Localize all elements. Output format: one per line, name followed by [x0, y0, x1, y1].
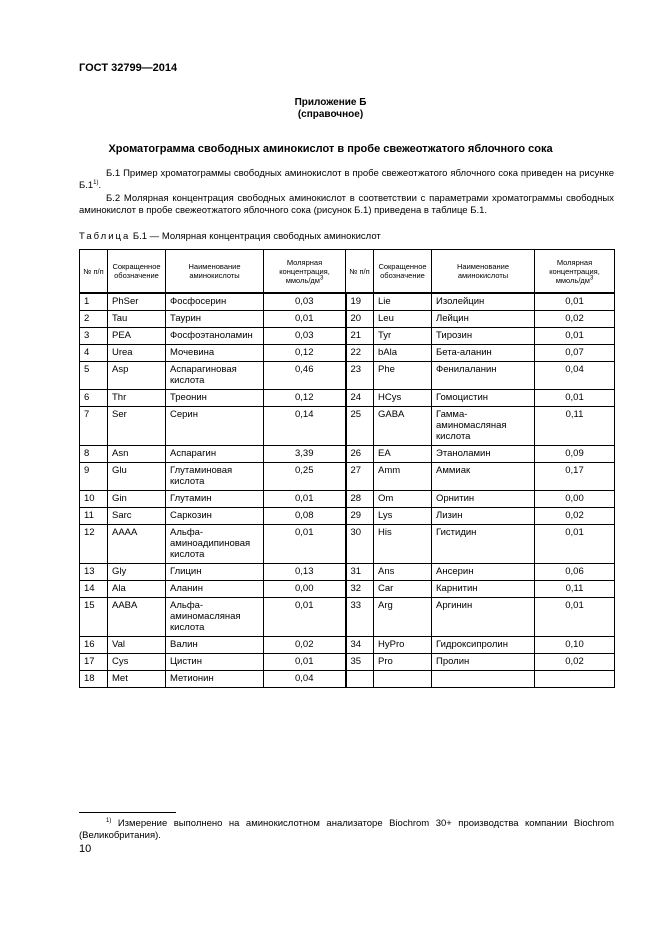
cell-name: Цистин — [166, 654, 264, 671]
table-row — [80, 446, 615, 463]
cell-abbr: Gly — [108, 564, 166, 581]
cell-abbr: HCys — [374, 390, 432, 407]
cell-name: Изолейцин — [432, 293, 535, 311]
cell-abbr: Tau — [108, 311, 166, 328]
page-number: 10 — [79, 843, 92, 855]
cell-num: 30 — [346, 525, 374, 564]
cell-name: Серин — [166, 407, 264, 446]
cell-conc: 0,03 — [264, 328, 346, 345]
cell-abbr: Glu — [108, 463, 166, 491]
cell-num: 13 — [80, 564, 108, 581]
table-row — [80, 407, 615, 446]
cell-name: Этаноламин — [432, 446, 535, 463]
table-row — [80, 293, 615, 311]
header-abbr-2: Сокращенное обозначение — [374, 250, 432, 294]
annex-title: Хроматограмма свободных аминокислот в пробе свежеотжатого яблочного сока — [108, 143, 553, 155]
cell-conc: 0,09 — [535, 446, 615, 463]
table-row — [80, 508, 615, 525]
cell-num: 28 — [346, 491, 374, 508]
cell-num: 18 — [80, 671, 108, 688]
cell-abbr: His — [374, 525, 432, 564]
cell-name: Тирозин — [432, 328, 535, 345]
cell-abbr: Phe — [374, 362, 432, 390]
cell-conc — [535, 671, 615, 688]
cell-num: 29 — [346, 508, 374, 525]
cell-num: 14 — [80, 581, 108, 598]
cell-name: Фосфоэтаноламин — [166, 328, 264, 345]
cell-name: Гамма-аминомасляная кислота — [432, 407, 535, 446]
header-conc: Молярная концентрация, ммоль/$дм^3$ — [264, 250, 346, 294]
cell-conc: 0,17 — [535, 463, 615, 491]
paragraph-b1-text: Б.1 Пример хроматограммы свободных аминокислот в пробе свежеотжатого яблочного сока приведен на рисунке Б.1 — [79, 168, 614, 191]
cell-name — [432, 671, 535, 688]
cell-conc: 0,01 — [264, 491, 346, 508]
cell-name: Глутамин — [166, 491, 264, 508]
table-row — [80, 654, 615, 671]
table-row — [80, 345, 615, 362]
cell-abbr: Val — [108, 637, 166, 654]
cell-abbr: Asn — [108, 446, 166, 463]
cell-name: Аланин — [166, 581, 264, 598]
cell-conc: 0,02 — [264, 637, 346, 654]
cell-num: 1 — [80, 293, 108, 311]
cell-num: 32 — [346, 581, 374, 598]
standard-number: ГОСТ 32799—2014 — [79, 62, 178, 74]
cell-abbr: AABA — [108, 598, 166, 637]
cell-num: 34 — [346, 637, 374, 654]
table-row — [80, 564, 615, 581]
cell-name: Ансерин — [432, 564, 535, 581]
cell-num: 24 — [346, 390, 374, 407]
cell-num: 20 — [346, 311, 374, 328]
cell-conc: 0,01 — [264, 654, 346, 671]
cell-abbr: Lys — [374, 508, 432, 525]
cell-name: Мочевина — [166, 345, 264, 362]
cell-num: 3 — [80, 328, 108, 345]
cell-abbr: Sarc — [108, 508, 166, 525]
cell-abbr: Pro — [374, 654, 432, 671]
cell-conc: 0,02 — [535, 654, 615, 671]
cell-abbr: Urea — [108, 345, 166, 362]
cell-name: Гидроксипролин — [432, 637, 535, 654]
footnote-separator — [79, 812, 176, 813]
cell-abbr: Ala — [108, 581, 166, 598]
cell-name: Метионин — [166, 671, 264, 688]
cell-conc: 0,04 — [535, 362, 615, 390]
cell-conc: 0,25 — [264, 463, 346, 491]
cell-abbr: EA — [374, 446, 432, 463]
table-caption — [79, 231, 381, 242]
cell-conc: 0,01 — [264, 598, 346, 637]
cell-name: Аспарагин — [166, 446, 264, 463]
cell-conc: 0,01 — [535, 390, 615, 407]
cell-abbr: AAAA — [108, 525, 166, 564]
cell-num — [346, 671, 374, 688]
paragraph-b1-end: . — [98, 179, 102, 191]
cell-abbr: Met — [108, 671, 166, 688]
cell-conc: 0,01 — [535, 525, 615, 564]
cell-conc: 0,01 — [535, 598, 615, 637]
cell-abbr: bAla — [374, 345, 432, 362]
cell-num: 5 — [80, 362, 108, 390]
table-row — [80, 671, 615, 688]
cell-conc: 0,12 — [264, 390, 346, 407]
cell-num: 2 — [80, 311, 108, 328]
cell-name: Альфа-аминомасляная кислота — [166, 598, 264, 637]
cell-conc: 0,00 — [264, 581, 346, 598]
cell-num: 31 — [346, 564, 374, 581]
cell-abbr: GABA — [374, 407, 432, 446]
header-conc-2: Молярная концентрация, ммоль/$дм^3$ — [535, 250, 615, 294]
cell-num: 6 — [80, 390, 108, 407]
cell-abbr — [374, 671, 432, 688]
table-row — [80, 362, 615, 390]
cell-name: Треонин — [166, 390, 264, 407]
annex-label: Приложение Б — [294, 97, 367, 108]
cell-abbr: Car — [374, 581, 432, 598]
cell-name: Аспарагиновая кислота — [166, 362, 264, 390]
table-header-row — [80, 250, 615, 294]
cell-conc: 0,01 — [264, 525, 346, 564]
cell-abbr: Ser — [108, 407, 166, 446]
cell-conc: 0,46 — [264, 362, 346, 390]
paragraph-b1 — [79, 168, 614, 191]
cell-name: Аргинин — [432, 598, 535, 637]
cell-num: 15 — [80, 598, 108, 637]
cell-num: 26 — [346, 446, 374, 463]
cell-name: Карнитин — [432, 581, 535, 598]
cell-conc: 0,03 — [264, 293, 346, 311]
cell-name: Альфа-аминоадипиновая кислота — [166, 525, 264, 564]
paragraph-b2-text: Б.2 Молярная концентрация свободных аминокислот в соответствии с параметрами хроматограммы свободных аминокислот в пробе свежеотжатого яблочного сока (рисунок Б.1) приведена в таблице Б.1. — [79, 193, 614, 216]
header-name-2: Наименование аминокислоты — [432, 250, 535, 294]
cell-conc: 0,08 — [264, 508, 346, 525]
table-row — [80, 525, 615, 564]
cell-num: 19 — [346, 293, 374, 311]
cell-abbr: Asp — [108, 362, 166, 390]
cell-name: Фенилаланин — [432, 362, 535, 390]
footnote-mark: 1) — [106, 817, 112, 824]
cell-abbr: Leu — [374, 311, 432, 328]
cell-name: Лейцин — [432, 311, 535, 328]
cell-name: Фосфосерин — [166, 293, 264, 311]
cell-conc: 0,07 — [535, 345, 615, 362]
cell-num: 17 — [80, 654, 108, 671]
footnote-ref: 1) — [93, 179, 99, 186]
cell-abbr: PEA — [108, 328, 166, 345]
table-row — [80, 637, 615, 654]
cell-num: 23 — [346, 362, 374, 390]
cell-conc: 0,00 — [535, 491, 615, 508]
cell-name: Бета-аланин — [432, 345, 535, 362]
cell-name: Глицин — [166, 564, 264, 581]
cell-name: Орнитин — [432, 491, 535, 508]
cell-name: Саркозин — [166, 508, 264, 525]
cell-conc: 3,39 — [264, 446, 346, 463]
cell-conc: 0,02 — [535, 311, 615, 328]
header-num-2: № п/п — [346, 250, 374, 294]
footnote — [79, 818, 614, 842]
cell-name: Гистидин — [432, 525, 535, 564]
table-caption-text: Б.1 — Молярная концентрация свободных аминокислот — [132, 231, 381, 242]
cell-conc: 0,04 — [264, 671, 346, 688]
cell-num: 16 — [80, 637, 108, 654]
cell-num: 4 — [80, 345, 108, 362]
cell-name: Гомоцистин — [432, 390, 535, 407]
table-row — [80, 311, 615, 328]
header-name: Наименование аминокислоты — [166, 250, 264, 294]
paragraph-b2 — [79, 193, 614, 216]
cell-name: Глутаминовая кислота — [166, 463, 264, 491]
cell-abbr: Lie — [374, 293, 432, 311]
cell-num: 25 — [346, 407, 374, 446]
table-row — [80, 491, 615, 508]
cell-num: 33 — [346, 598, 374, 637]
cell-conc: 0,14 — [264, 407, 346, 446]
cell-conc: 0,12 — [264, 345, 346, 362]
cell-abbr: Cys — [108, 654, 166, 671]
cell-num: 21 — [346, 328, 374, 345]
cell-abbr: Tyr — [374, 328, 432, 345]
table-caption-label: Таблица — [79, 231, 131, 242]
cell-num: 8 — [80, 446, 108, 463]
cell-conc: 0,10 — [535, 637, 615, 654]
cell-num: 12 — [80, 525, 108, 564]
cell-name: Лизин — [432, 508, 535, 525]
header-abbr: Сокращенное обозначение — [108, 250, 166, 294]
cell-num: 7 — [80, 407, 108, 446]
cell-num: 11 — [80, 508, 108, 525]
cell-abbr: Ans — [374, 564, 432, 581]
cell-conc: 0,01 — [264, 311, 346, 328]
cell-abbr: Arg — [374, 598, 432, 637]
cell-abbr: Gin — [108, 491, 166, 508]
table-row — [80, 581, 615, 598]
cell-num: 27 — [346, 463, 374, 491]
cell-num: 35 — [346, 654, 374, 671]
table-row — [80, 328, 615, 345]
footnote-text: Измерение выполнено на аминокислотном анализаторе Biochrom 30+ производства компании Biochrom (Великобритания). — [79, 818, 615, 841]
cell-name: Таурин — [166, 311, 264, 328]
cell-conc: 0,02 — [535, 508, 615, 525]
cell-conc: 0,01 — [535, 328, 615, 345]
table-row — [80, 390, 615, 407]
cell-num: 9 — [80, 463, 108, 491]
cell-conc: 0,11 — [535, 407, 615, 446]
cell-abbr: PhSer — [108, 293, 166, 311]
cell-conc: 0,11 — [535, 581, 615, 598]
annex-type: (справочное) — [297, 109, 364, 120]
cell-num: 10 — [80, 491, 108, 508]
cell-conc: 0,13 — [264, 564, 346, 581]
cell-name: Валин — [166, 637, 264, 654]
cell-conc: 0,01 — [535, 293, 615, 311]
table-row — [80, 598, 615, 637]
amino-acid-table — [79, 249, 615, 688]
table-row — [80, 463, 615, 491]
cell-abbr: HyPro — [374, 637, 432, 654]
cell-abbr: Thr — [108, 390, 166, 407]
cell-abbr: Amm — [374, 463, 432, 491]
cell-name: Аммиак — [432, 463, 535, 491]
cell-name: Пролин — [432, 654, 535, 671]
cell-conc: 0,06 — [535, 564, 615, 581]
header-num: № п/п — [80, 250, 108, 294]
cell-abbr: Om — [374, 491, 432, 508]
cell-num: 22 — [346, 345, 374, 362]
